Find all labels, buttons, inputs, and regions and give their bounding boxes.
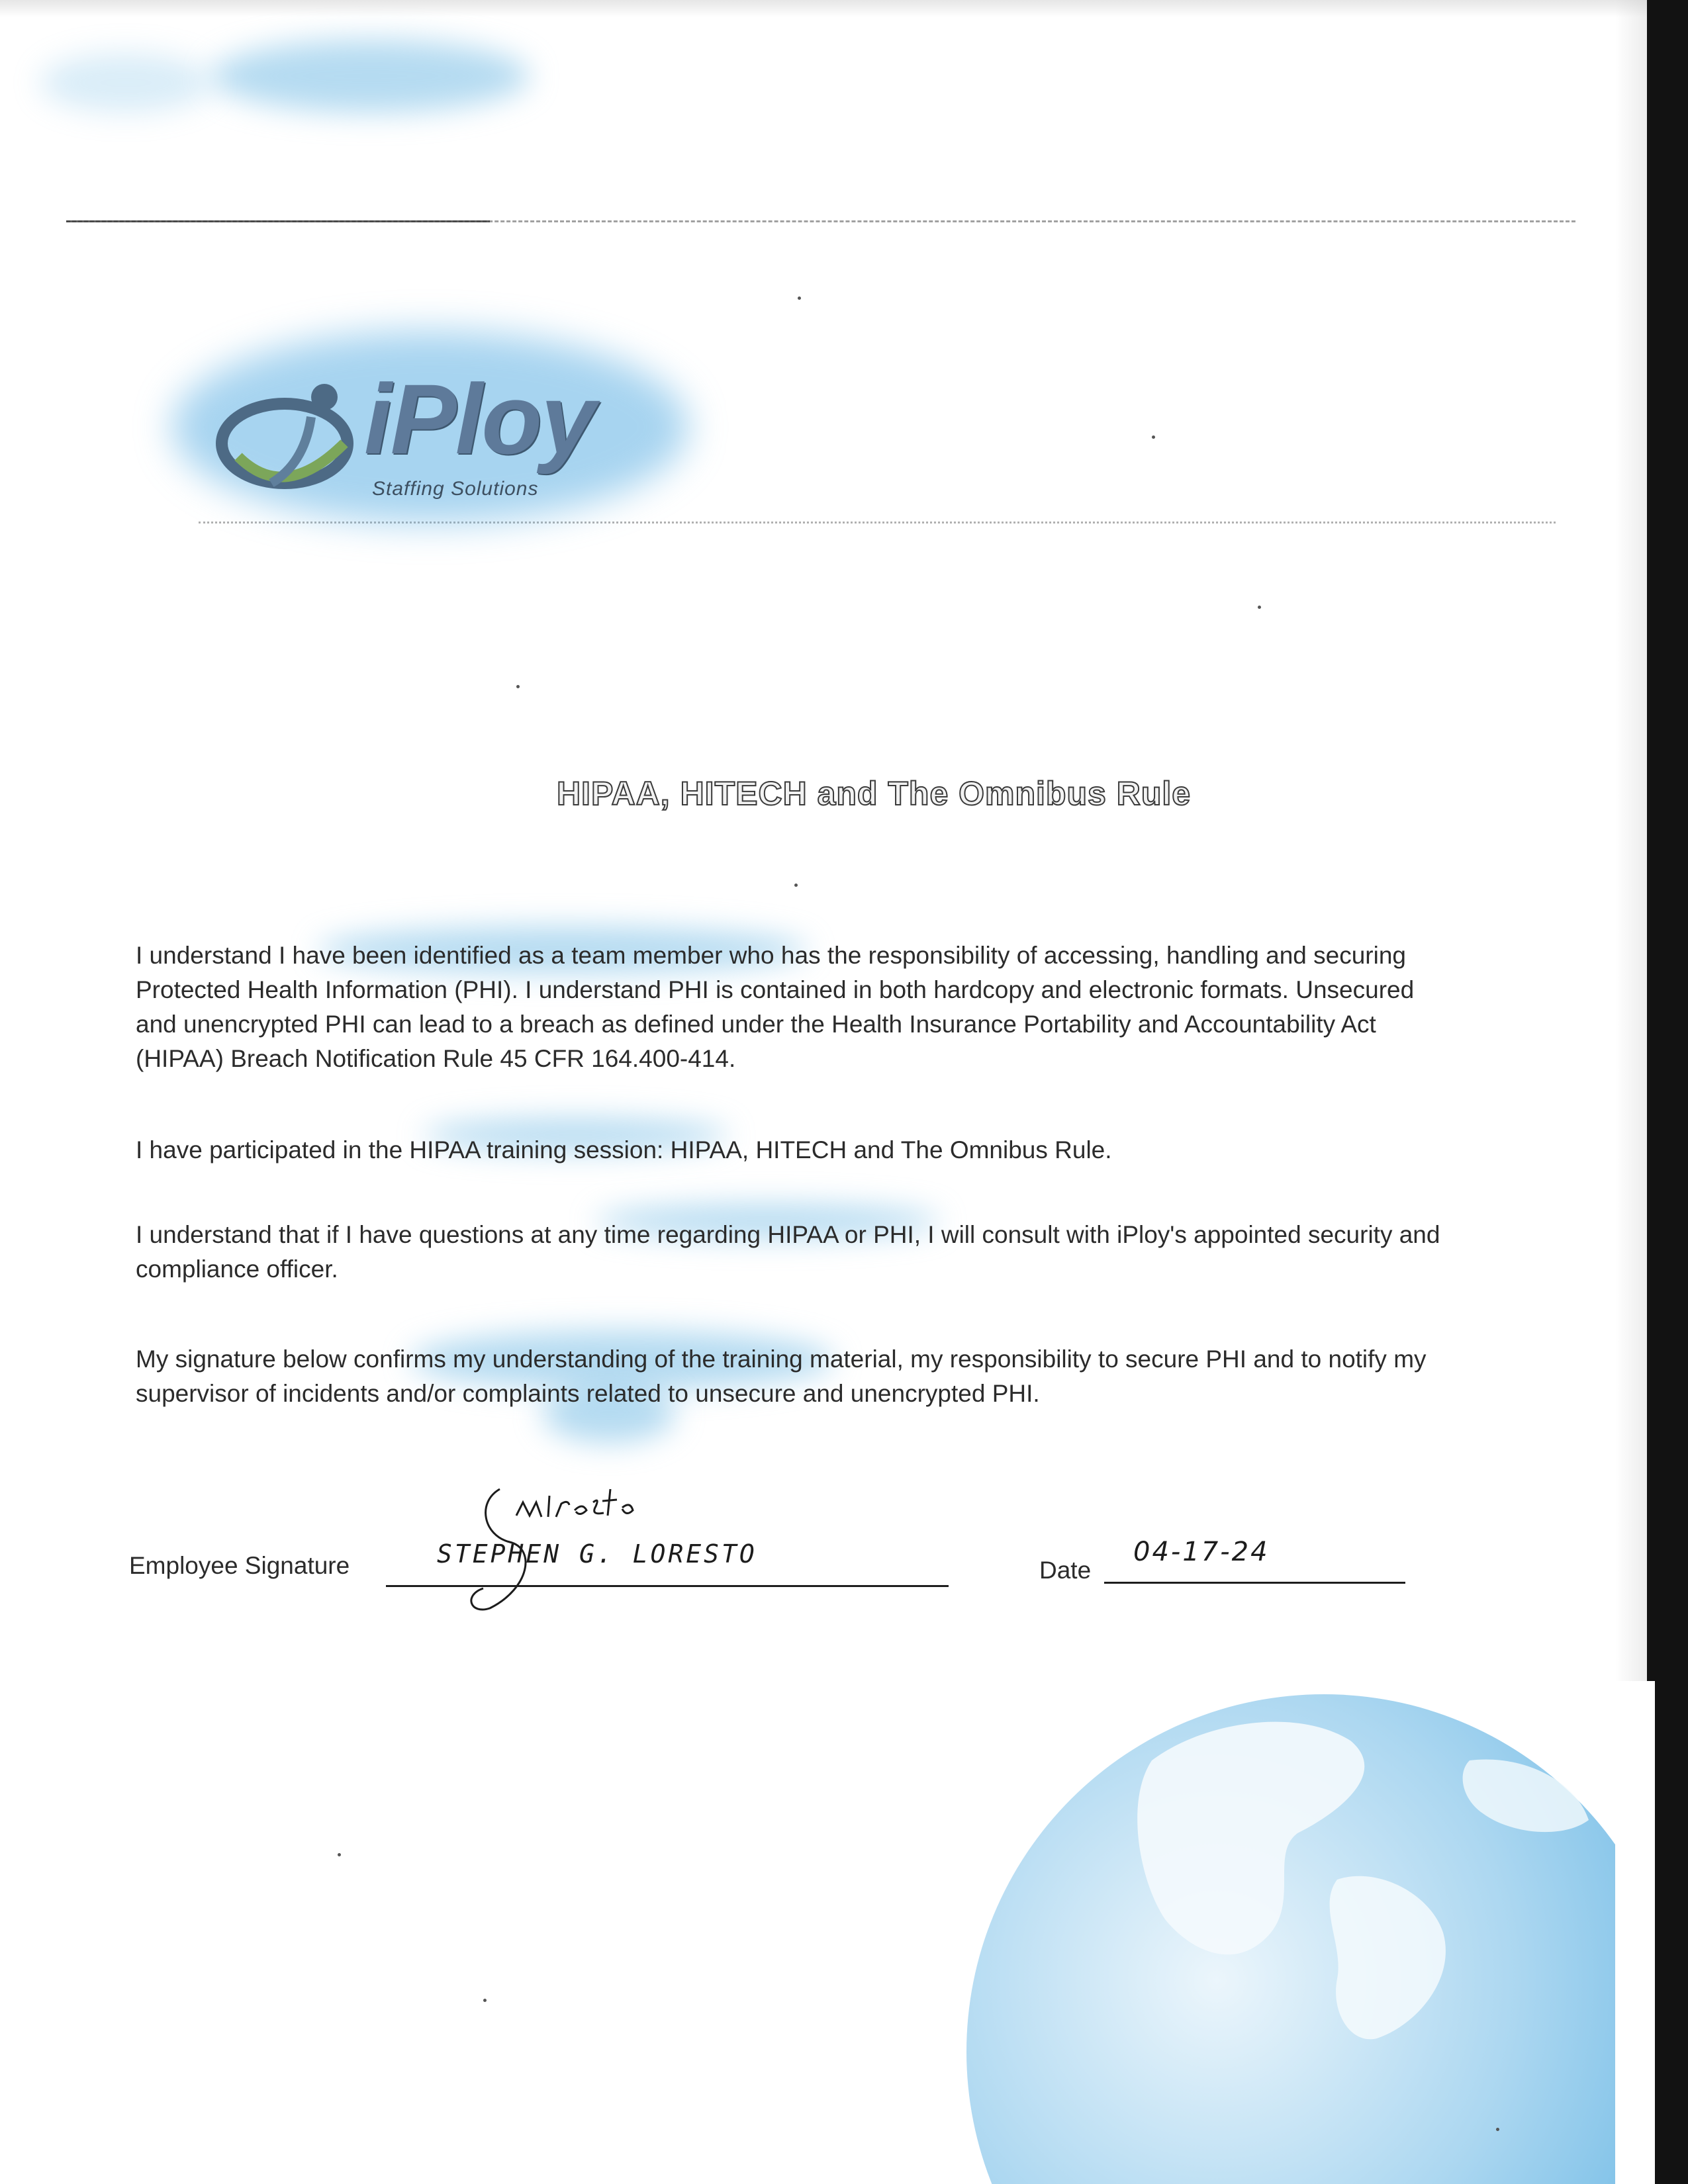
iploy-logo [199,344,675,516]
toner-smudge [40,53,212,113]
logo-tagline: Staffing Solutions [372,478,539,500]
scan-speck [798,296,801,300]
paragraph-training: I have participated in the HIPAA training session: HIPAA, HITECH and The Omnibus Rule. [136,1136,1112,1163]
paragraph-responsibility: I understand I have been identified as a team member who has the responsibility of accessing, handling and securing Protected Health Information (PHI). I understand PHI is contained in both hardcopy and electronic formats. Unsecured and unencrypted PHI can lead to a breach as defined under the Health Insurance Portability and Accountability Act (HIPAA) Breach Notification Rule 45 CFR 164.400-414. [136,942,1415,1072]
date-line [1104,1582,1405,1584]
date-label: Date [1039,1557,1092,1584]
scan-speck [794,884,798,887]
paragraph-questions: I understand that if I have questions at any time regarding HIPAA or PHI, I will consult with iPloy's appointed security and compliance officer. [136,1221,1440,1283]
globe-watermark [927,1681,1655,2184]
page-title: HIPAA, HITECH and The Omnibus Rule [556,775,1192,812]
scan-speck [516,685,520,688]
scan-speck [1152,435,1155,439]
signature-printed-name: STEPHEN G. LORESTO [437,1539,757,1569]
iploy-swoosh-icon [212,371,371,503]
scan-speck [1496,2128,1499,2131]
scan-top-margin [0,0,1647,17]
signature-label: Employee Signature [129,1552,350,1579]
scan-speck [1258,606,1261,609]
scan-speck [483,1999,487,2002]
paragraph-confirmation: My signature below confirms my understanding of the training material, my responsibility to secure PHI and to notify my supervisor of incidents and/or complaints related to unsecure and unencrypted PHI. [136,1345,1427,1407]
logo-wordmark: iPloy [364,363,595,475]
date-value: 04-17-24 [1133,1537,1270,1567]
scan-speck [338,1853,341,1856]
toner-smudge [212,40,530,113]
header-rule-solid [66,220,490,222]
